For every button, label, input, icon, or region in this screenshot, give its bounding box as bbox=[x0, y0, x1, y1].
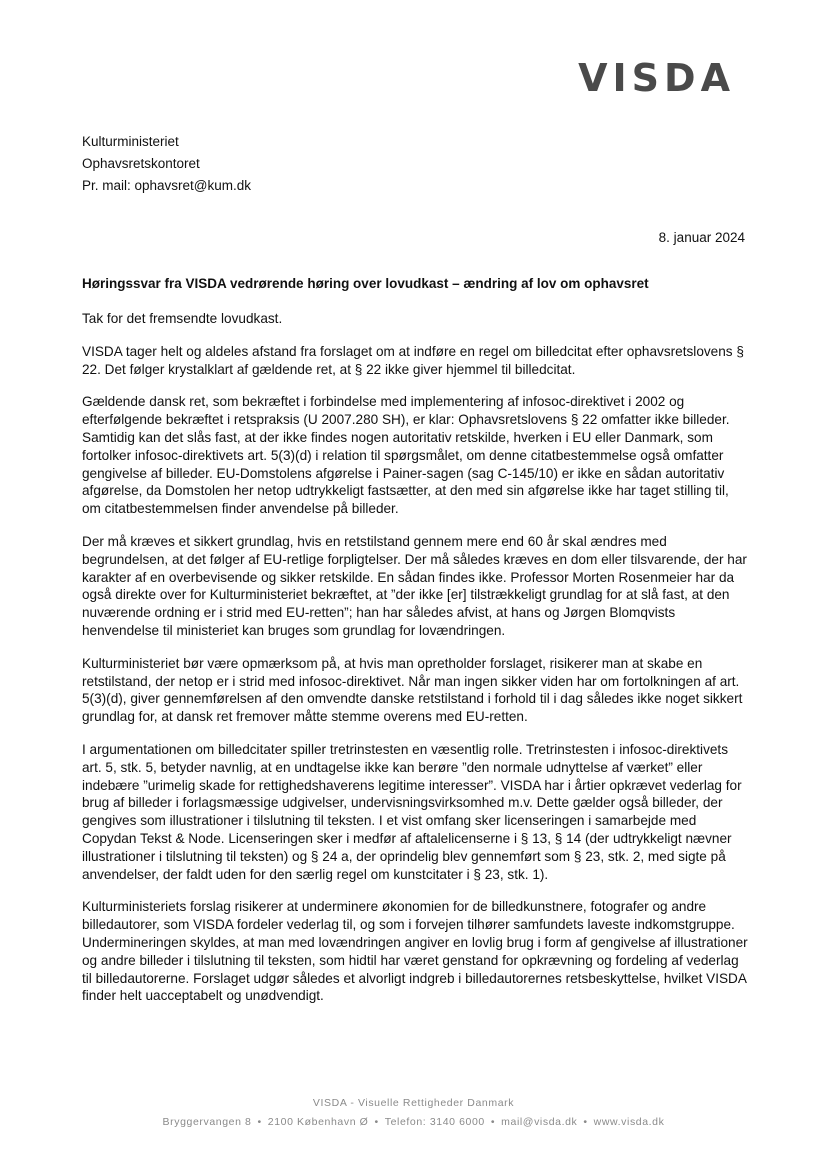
recipient-address bbox=[82, 131, 251, 197]
footer-organization: VISDA - Visuelle Rettigheder Danmark bbox=[312, 1097, 515, 1109]
recipient-line-2: Ophavsretskontoret bbox=[82, 156, 200, 171]
bullet-separator: • bbox=[257, 1116, 262, 1128]
footer-contact bbox=[0, 1116, 827, 1128]
letter-subject: Høringssvar fra VISDA vedrørende høring over lovudkast – ændring af lov om ophavsret bbox=[82, 276, 649, 291]
letter-body bbox=[82, 310, 748, 1020]
paragraph-5: Kulturministeriet bør være opmærksom på, at hvis man opretholder forslaget, risikerer man at skabe en retstilstand, der netop er i strid med infosoc-direktivet. Når man ingen sikker viden har om fortolkningen af art. 5(3)(d), giver gennemførelsen af den omvendte danske retstilstand i forhold til i dag således ikke noget sikkert grundlag for, at dansk ret fremover måtte stemme overens med EU-retten. bbox=[82, 655, 743, 725]
footer-city: 2100 København Ø bbox=[267, 1116, 369, 1128]
paragraph-1: Tak for det fremsendte lovudkast. bbox=[82, 311, 283, 326]
paragraph-7: Kulturministeriets forslag risikerer at underminere økonomien for de billedkunstnere, fotografer og andre billedautorer, som VISDA fordeler vederlag til, og som i forvejen tilhører samfundets laveste indkomstgruppe. Undermineringen skyldes, at man med lovændringen angiver en lovlig brug i form af gengivelse af illustrationer og andre billeder i tilslutning til teksten, som hidtil har været genstand for opkrævning og fordeling af vederlag til billedautorerne. Forslaget udgør således et alvorligt indgreb i billedautorernes retsbeskyttelse, hvilket VISDA finder helt uacceptabelt og unødvendigt. bbox=[82, 899, 748, 1004]
bullet-separator: • bbox=[583, 1116, 588, 1128]
footer-email: mail@visda.dk bbox=[501, 1116, 578, 1128]
paragraph-6: I argumentationen om billedcitater spiller tretrinstesten en væsentlig rolle. Tretrinstesten i infosoc-direktivets art. 5, stk. 5, betyder navnlig, at en undtagelse ikke kan berøre ”den normale udnyttelse af værket” eller indebære ”urimelig skade for rettighedshaverens legitime interesser”. VISDA har i årtier opkrævet vederlag for brug af billeder i forlagsmæssige udgivelser, undervisningsvirksomhed m.v. Dette gælder også billeder, der gengives som illustrationer i tilslutning til teksten. I et vist omfang sker licenseringen i samarbejde med Copydan Tekst & Node. Licenseringen sker i medfør af aftalelicenserne i § 13, § 14 (der udtrykkeligt nævner illustrationer i tilslutning til teksten) og § 24 a, der oprindelig blev gennemført som § 23, stk. 2, med sigte på anvendelser, der faldt uden for den særlig regel om kunstcitater i § 23, stk. 1). bbox=[82, 741, 742, 882]
visda-logo: VISDA bbox=[578, 56, 735, 100]
footer-address: Bryggervangen 8 bbox=[162, 1116, 252, 1128]
footer-phone: Telefon: 3140 6000 bbox=[384, 1116, 485, 1128]
paragraph-2: VISDA tager helt og aldeles afstand fra forslaget om at indføre en regel om billedcitat efter ophavsretslovens § 22. Det følger krystalklart af gældende ret, at § 22 ikke giver hjemmel til billedcitat. bbox=[82, 343, 744, 377]
recipient-line-1: Kulturministeriet bbox=[82, 134, 179, 149]
paragraph-3: Gældende dansk ret, som bekræftet i forbindelse med implementering af infosoc-direktivet i 2002 og efterfølgende bekræftet i retspraksis (U 2007.280 SH), er klar: Ophavsretslovens § 22 omfatter ikke billeder. Samtidig kan det slås fast, at der ikke findes nogen autoritativ retskilde, hverken i EU eller Danmark, som fortolker infosoc-direktivets art. 5(3)(d) i relation til spørgsmålet, om denne citatbestemmelse også omfatter gengivelse af billeder. EU-Domstolens afgørelse i Painer-sagen (sag C-145/10) er ikke en sådan autoritativ afgørelse, da Domstolen her netop udtrykkeligt fastsætter, at den med sin afgørelse ikke har taget stilling til, om citatbestemmelsen finder anvendelse på billeder. bbox=[82, 394, 730, 517]
footer-web: www.visda.dk bbox=[593, 1116, 665, 1128]
letter-date: 8. januar 2024 bbox=[658, 230, 745, 245]
recipient-line-3: Pr. mail: ophavsret@kum.dk bbox=[82, 178, 252, 193]
bullet-separator: • bbox=[490, 1116, 496, 1128]
bullet-separator: • bbox=[374, 1116, 379, 1128]
paragraph-4: Der må kræves et sikkert grundlag, hvis en retstilstand gennem mere end 60 år skal ændres med begrundelsen, at det følger af EU-retlige forpligtelser. Der må således kræves en dom eller tilsvarende, der har karakter af en overbevisende og sikker retskilde. En sådan findes ikke. Professor Morten Rosenmeier har da også direkte over for Kulturministeriet bekræftet, at ”der ikke [er] tilstrækkeligt grundlag for at slå fast, at den nuværende ordning er i strid med EU-retten”; han har således afvist, at hans og Jørgen Blomqvists henvendelse til ministeriet kan bruges som grundlag for lovændringen. bbox=[82, 533, 747, 638]
